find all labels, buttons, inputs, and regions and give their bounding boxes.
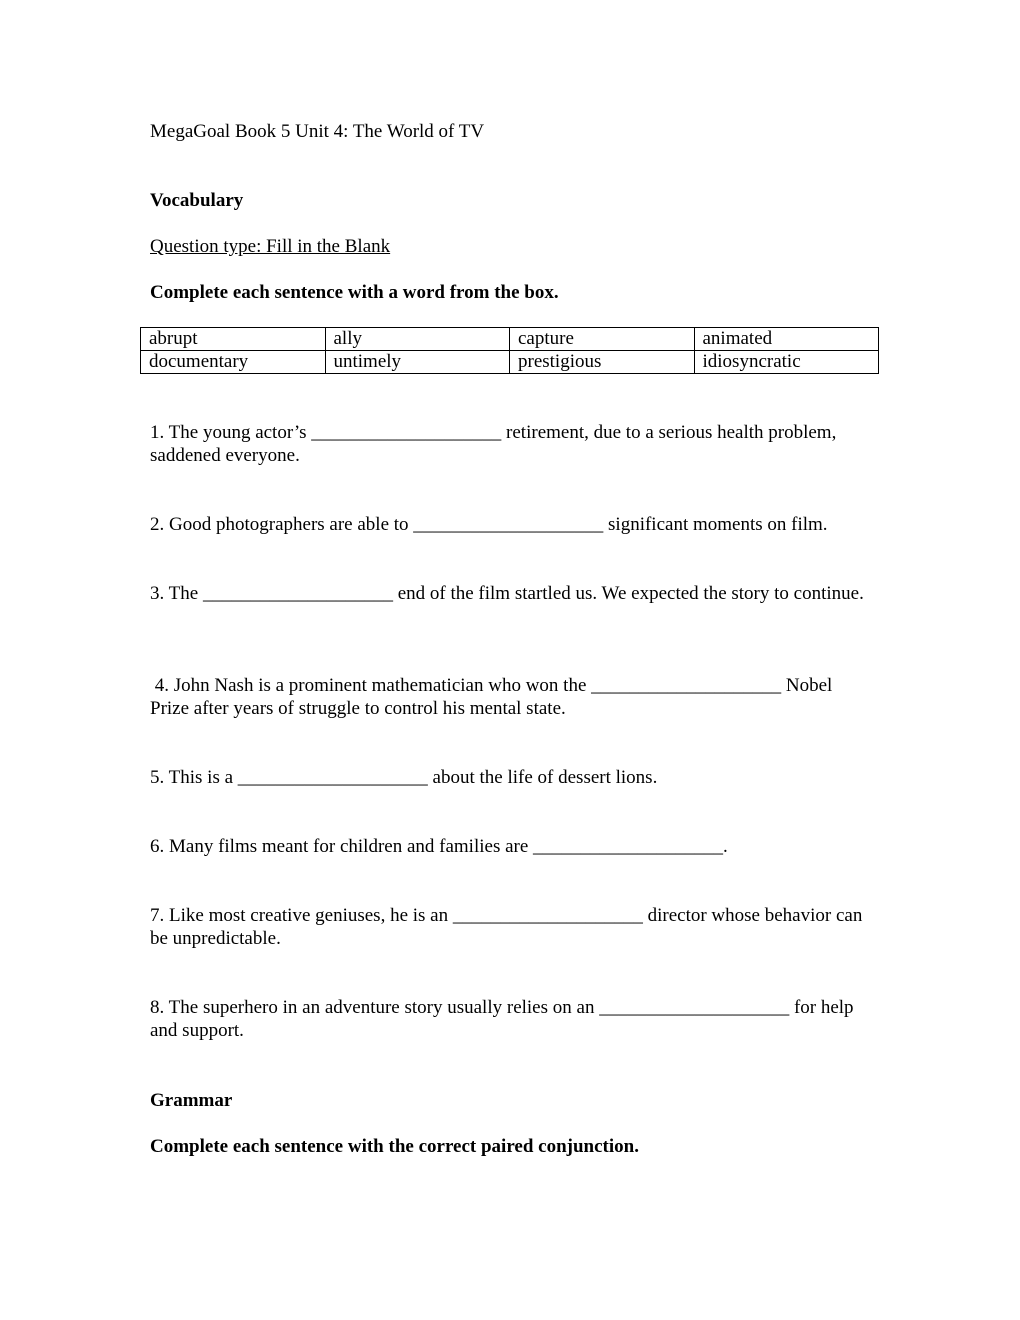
vocabulary-question-7: 7. Like most creative geniuses, he is an ____________________ director whose behavior can be unpredictable. [150, 905, 863, 949]
vocabulary-heading: Vocabulary [150, 190, 244, 211]
grammar-heading: Grammar [150, 1090, 233, 1111]
grammar-instruction: Complete each sentence with the correct paired conjunction. [150, 1136, 639, 1157]
vocabulary-question-1: 1. The young actor’s ____________________ retirement, due to a serious health problem, saddened everyone. [150, 422, 837, 466]
word-box-cell: capture [510, 328, 695, 351]
vocabulary-question-3: 3. The ____________________ end of the film startled us. We expected the story to continue. [150, 583, 864, 604]
word-box-cell: documentary [141, 351, 326, 374]
word-box-cell: abrupt [141, 328, 326, 351]
vocabulary-question-2: 2. Good photographers are able to ____________________ significant moments on film. [150, 514, 828, 535]
word-box-row [141, 328, 879, 351]
vocabulary-instruction: Complete each sentence with a word from the box. [150, 282, 559, 303]
word-box-cell: ally [325, 328, 510, 351]
worksheet-title: MegaGoal Book 5 Unit 4: The World of TV [150, 121, 485, 142]
vocabulary-question-5: 5. This is a ____________________ about the life of dessert lions. [150, 767, 658, 788]
word-box-cell: untimely [325, 351, 510, 374]
word-box-table [140, 327, 879, 374]
word-box-cell: animated [694, 328, 879, 351]
question-type-label: Question type: Fill in the Blank [150, 236, 391, 257]
word-box-cell: prestigious [510, 351, 695, 374]
vocabulary-question-6: 6. Many films meant for children and families are ____________________. [150, 836, 728, 857]
vocabulary-question-4: 4. John Nash is a prominent mathematician who won the ____________________ Nobel Prize after years of struggle to control his mental state. [150, 675, 838, 719]
word-box-row [141, 351, 879, 374]
vocabulary-question-8: 8. The superhero in an adventure story usually relies on an ____________________ for help and support. [150, 997, 854, 1041]
word-box-cell: idiosyncratic [694, 351, 879, 374]
